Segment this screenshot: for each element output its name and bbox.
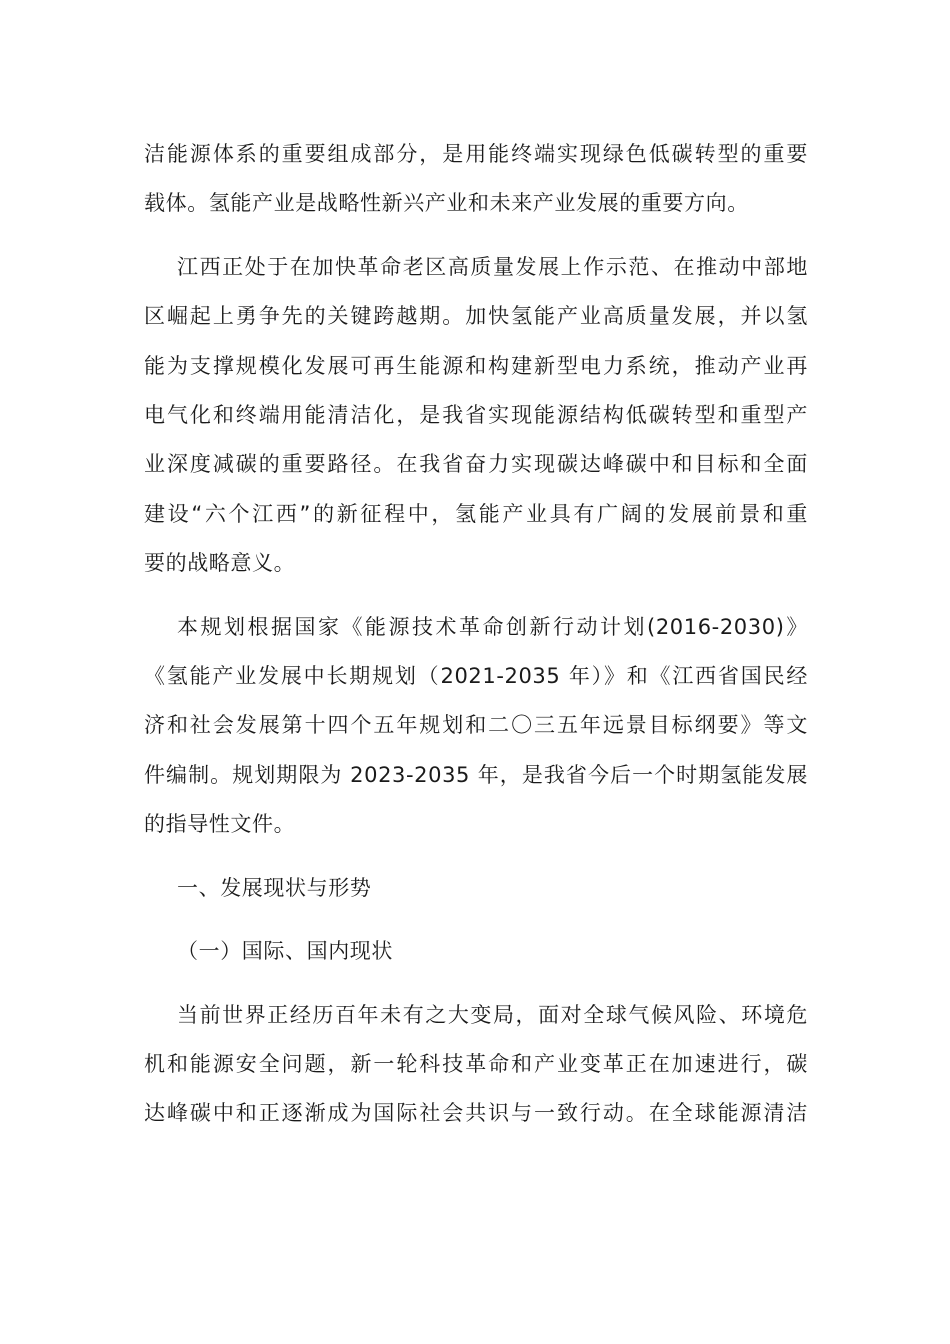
text-line: 洁能源体系的重要组成部分，是用能终端实现绿色低碳转型的重要 xyxy=(144,142,808,166)
text-line: 区崛起上勇争先的关键跨越期。加快氢能产业高质量发展，并以氢 xyxy=(144,304,808,329)
text-line: 济和社会发展第十四个五年规划和二〇三五年远景目标纲要》等文 xyxy=(144,713,808,738)
paragraph-global-situation xyxy=(144,991,808,1139)
text-line: 件编制。规划期限为 2023-2035 年，是我省今后一个时期氢能发展 xyxy=(144,762,808,787)
paragraph-jiangxi-strategic-period xyxy=(144,243,808,589)
heading-development-status: 一、发展现状与形势 xyxy=(177,875,372,900)
heading-international-domestic-status: （一）国际、国内现状 xyxy=(177,939,393,964)
text-line: 本规划根据国家《能源技术革命创新行动计划(2016-2030)》 xyxy=(177,614,808,639)
text-line: 《氢能产业发展中长期规划（2021-2035 年）》和《江西省国民经 xyxy=(144,664,808,689)
text-line: 要的战略意义。 xyxy=(144,551,296,576)
text-line: 电气化和终端用能清洁化，是我省实现能源结构低碳转型和重型产 xyxy=(144,403,808,428)
document-body xyxy=(144,130,808,1139)
section-heading xyxy=(144,864,808,913)
text-line: 业深度减碳的重要路径。在我省奋力实现碳达峰碳中和目标和全面 xyxy=(144,452,808,477)
paragraph-clean-energy-carrier xyxy=(144,130,808,229)
text-line: 的指导性文件。 xyxy=(144,812,296,837)
text-line: 江西正处于在加快革命老区高质量发展上作示范、在推动中部地 xyxy=(177,254,808,279)
paragraph-planning-basis xyxy=(144,603,808,850)
text-line: 机和能源安全问题，新一轮科技革命和产业变革正在加速进行，碳 xyxy=(144,1051,808,1076)
subsection-heading xyxy=(144,927,808,976)
text-line: 载体。氢能产业是战略性新兴产业和未来产业发展的重要方向。 xyxy=(144,191,749,216)
text-line: 当前世界正经历百年未有之大变局，面对全球气候风险、环境危 xyxy=(177,1002,808,1027)
text-line: 达峰碳中和正逐渐成为国际社会共识与一致行动。在全球能源清洁 xyxy=(144,1101,808,1126)
text-line: 能为支撑规模化发展可再生能源和构建新型电力系统，推动产业再 xyxy=(144,353,808,378)
text-line: 建设“六个江西”的新征程中，氢能产业具有广阔的发展前景和重 xyxy=(144,501,808,526)
